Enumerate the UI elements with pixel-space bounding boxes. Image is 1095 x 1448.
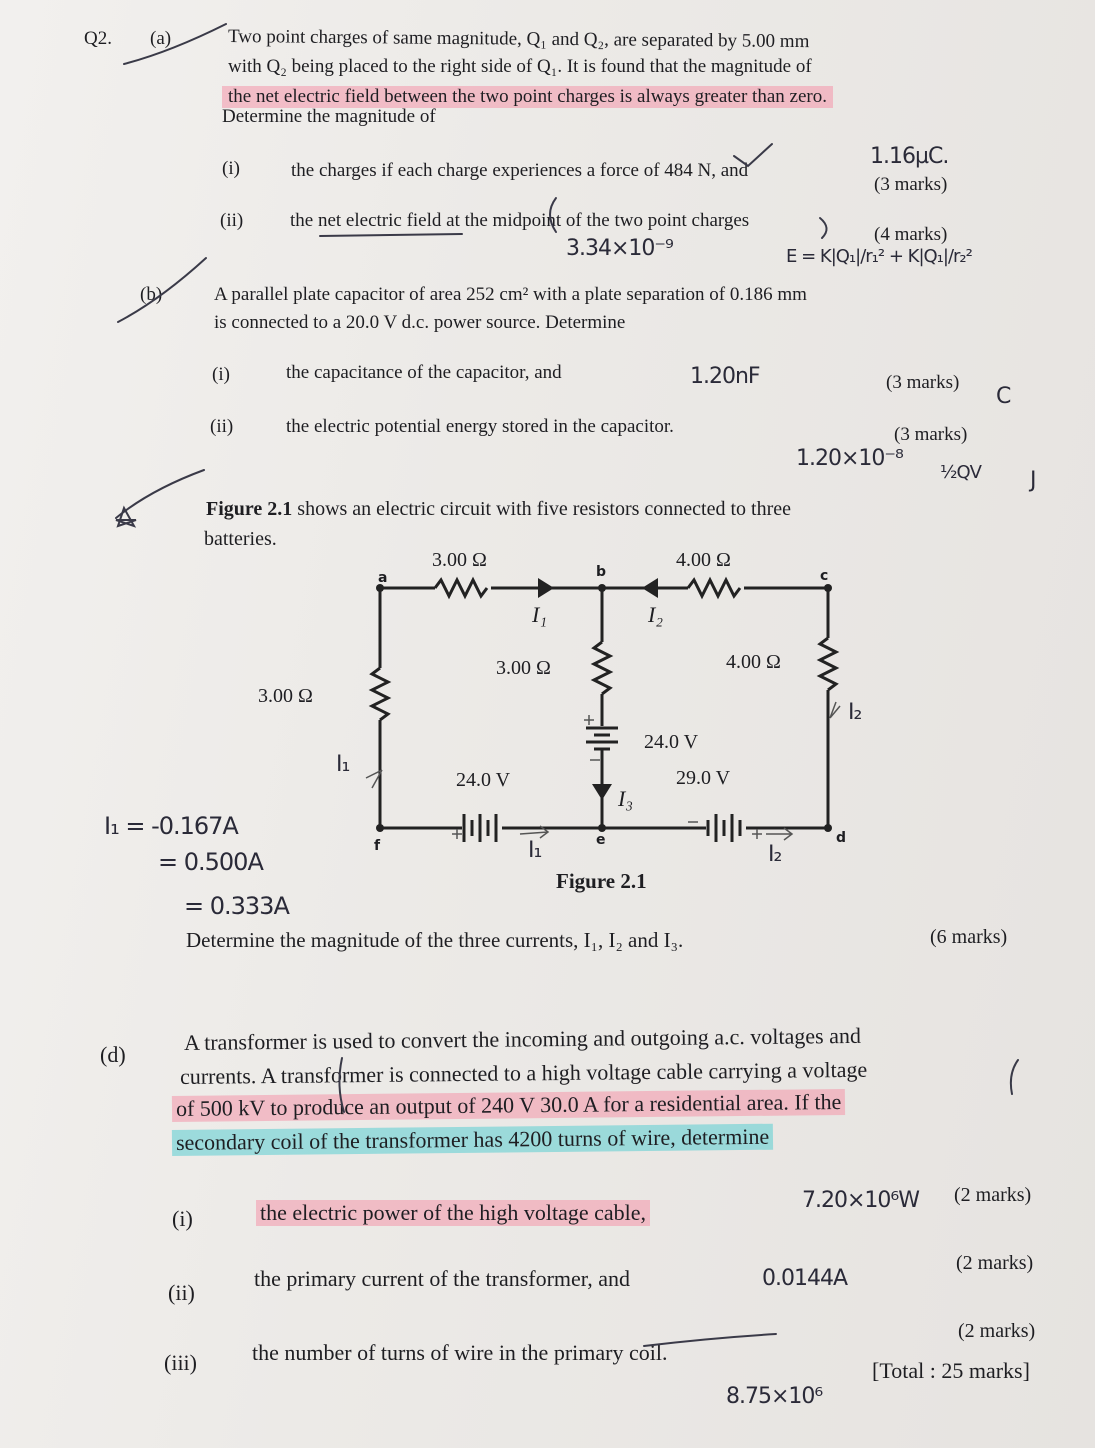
part-a-line-2: with Q₂ being placed to the right side of Q₁. It is found that the magnitude of <box>228 56 812 77</box>
part-a-ii-text: the net electric field at the midpoint of the two point charges <box>290 210 750 231</box>
label-node-e: e <box>596 832 606 848</box>
figure-reference: Figure 2.1 <box>206 498 293 520</box>
bracket-d-left <box>339 1058 344 1112</box>
handwritten-answer-a-ii: 3.34×10⁻⁹ <box>566 236 673 261</box>
label-node-a: a <box>378 570 388 586</box>
label-current-i2: I₂ <box>648 602 663 627</box>
part-d-line-3: of 500 kV to produce an output of 240 V 30.0 A for a residential area. If the <box>172 1089 846 1122</box>
handwritten-i2-bottom: I₂ <box>768 842 782 867</box>
label-r-right: 4.00 Ω <box>726 651 781 673</box>
part-d-iii-text: the number of turns of wire in the primary coil. <box>252 1340 668 1365</box>
part-b-i-label: (i) <box>212 364 230 385</box>
part-c-line-1-rest: shows an electric circuit with five resistors connected to three <box>292 498 792 520</box>
tick-mark-c <box>116 470 204 518</box>
bracket-a-ii-right <box>820 218 827 238</box>
part-d-i-text: the electric power of the high voltage cable, <box>256 1200 650 1226</box>
handwritten-i2-right: I₂ <box>848 700 862 725</box>
handwritten-answer-i1: I₁ = -0.167A <box>104 812 238 840</box>
handwritten-i1-bottom: I₁ <box>528 838 542 863</box>
part-d-ii-text: the primary current of the transformer, and <box>254 1266 631 1291</box>
question-number: Q2. <box>84 28 112 49</box>
part-a-ii-label: (ii) <box>220 210 244 231</box>
part-a-i-label: (i) <box>222 158 240 179</box>
part-b-i-marks: (3 marks) <box>886 372 960 393</box>
part-d-line-4: secondary coil of the transformer has 4200 turns of wire, determine <box>172 1124 773 1156</box>
tick-mark-a-i <box>734 144 772 166</box>
part-b-ii-label: (ii) <box>210 416 234 437</box>
part-d-label: (d) <box>100 1042 126 1067</box>
handwritten-formula-a-ii: E = K|Q₁|/r₁² + K|Q₁|/r₂² <box>786 246 972 267</box>
part-d-ii-marks: (2 marks) <box>956 1252 1034 1274</box>
part-c-line-2: batteries. <box>204 528 277 550</box>
bracket-a-ii-left <box>550 198 556 232</box>
handwritten-formula-b-ii: ½QV <box>940 462 981 483</box>
handwritten-answer-i2: = 0.500A <box>158 848 263 876</box>
label-r-mid: 3.00 Ω <box>496 657 551 679</box>
part-d-line-2: currents. A transformer is connected to a high voltage cable carrying a voltage <box>179 1056 868 1089</box>
part-c-question: Determine the magnitude of the three currents, I₁, I₂ and I₃. <box>186 928 684 952</box>
underline-d-iii <box>644 1334 776 1346</box>
total-marks: [Total : 25 marks] <box>872 1358 1030 1383</box>
handwritten-answer-b-ii: 1.20×10⁻⁸ <box>796 446 903 471</box>
part-a-label: (a) <box>150 28 172 49</box>
part-d-line-1: A transformer is used to convert the incoming and outgoing a.c. voltages and <box>183 1022 862 1055</box>
tick-mark-a <box>124 24 226 64</box>
underline-a-ii <box>320 234 462 236</box>
part-a-line-1: Two point charges of same magnitude, Q₁ and Q₂, are separated by 5.00 mm <box>227 26 810 53</box>
label-v-mid: 24.0 V <box>644 731 699 753</box>
part-b-line-1: A parallel plate capacitor of area 252 cm² with a plate separation of 0.186 mm <box>214 284 807 305</box>
label-current-i1: I₁ <box>532 602 547 627</box>
part-d-i-marks: (2 marks) <box>954 1184 1032 1206</box>
handwritten-unit-b-ii: J <box>1030 468 1036 493</box>
label-node-b: b <box>596 564 607 580</box>
label-node-c: c <box>820 568 829 584</box>
part-b-line-2: is connected to a 20.0 V d.c. power source. Determine <box>214 312 626 333</box>
part-d-iii-label: (iii) <box>164 1350 197 1375</box>
label-node-d: d <box>836 830 847 846</box>
star-mark <box>116 508 136 526</box>
label-r-left: 3.00 Ω <box>258 685 313 707</box>
handwritten-answer-d-ii: 0.0144A <box>762 1266 848 1291</box>
label-node-f: f <box>374 838 381 854</box>
part-a-i-marks: (3 marks) <box>874 174 948 195</box>
part-b-i-text: the capacitance of the capacitor, and <box>286 362 562 383</box>
part-a-line-4: Determine the magnitude of <box>222 106 436 127</box>
handwritten-answer-d-i: 7.20×10⁶W <box>802 1188 919 1213</box>
part-c-marks: (6 marks) <box>930 926 1008 948</box>
handwritten-i1-left: I₁ <box>336 752 350 777</box>
part-d-i-label: (i) <box>172 1206 193 1231</box>
part-d-iii-marks: (2 marks) <box>958 1320 1036 1342</box>
handwritten-answer-a-i: 1.16µC. <box>870 144 949 169</box>
part-b-ii-text: the electric potential energy stored in the capacitor. <box>286 416 674 437</box>
bracket-d-right <box>1011 1060 1018 1094</box>
label-v-right: 29.0 V <box>676 767 731 789</box>
label-r-bc: 4.00 Ω <box>676 549 731 571</box>
part-a-i-text: the charges if each charge experiences a force of 484 N, and <box>291 160 749 181</box>
label-current-i3: I₃ <box>618 786 633 811</box>
handwritten-answer-i3: = 0.333A <box>184 892 289 920</box>
part-a-line-3: the net electric field between the two point charges is always greater than zero. <box>222 86 833 108</box>
part-d-ii-label: (ii) <box>168 1280 195 1305</box>
figure-caption: Figure 2.1 <box>556 869 647 893</box>
label-r-ab: 3.00 Ω <box>432 549 487 571</box>
handwritten-unit-b-i: C <box>996 384 1011 409</box>
handwritten-answer-d-iii: 8.75×10⁶ <box>726 1384 823 1409</box>
part-b-label: (b) <box>140 284 163 305</box>
part-a-ii-marks: (4 marks) <box>874 224 948 245</box>
tick-mark-b <box>118 258 206 322</box>
label-v-left: 24.0 V <box>456 769 511 791</box>
part-b-ii-marks: (3 marks) <box>894 424 968 445</box>
handwritten-answer-b-i: 1.20nF <box>690 364 760 389</box>
